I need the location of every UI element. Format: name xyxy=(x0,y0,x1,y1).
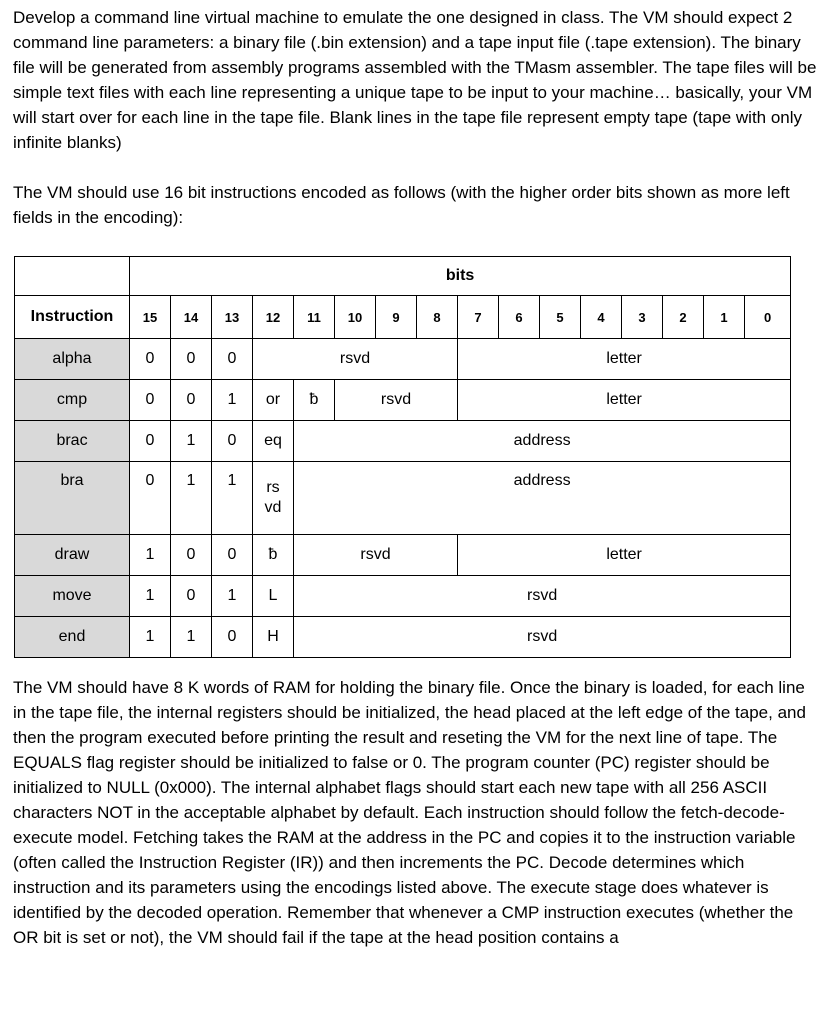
bit-number: 15 xyxy=(130,296,171,339)
bit-number: 11 xyxy=(294,296,335,339)
table-row xyxy=(15,296,791,339)
bit-value: 0 xyxy=(171,380,212,421)
rsvd-field: rsvd xyxy=(335,380,458,421)
vd-text: vd xyxy=(264,499,282,516)
bit-value: 0 xyxy=(130,339,171,380)
bit-number: 0 xyxy=(745,296,791,339)
bit-value: 0 xyxy=(212,617,253,658)
address-field: address xyxy=(294,462,791,535)
rs-text: rs xyxy=(266,479,280,496)
eq-field: eq xyxy=(253,421,294,462)
blank-field: ƀ xyxy=(294,380,335,421)
rsvd-field: rsvd xyxy=(253,339,458,380)
bit-value: 0 xyxy=(171,535,212,576)
bit-value: 1 xyxy=(212,462,253,535)
bit-number: 12 xyxy=(253,296,294,339)
bit-value: 1 xyxy=(212,380,253,421)
vm-description-paragraph: The VM should have 8 K words of RAM for holding the binary file. Once the binary is loaded, for each line in the tape file, the internal registers should be initialized, the head placed at the left edge of the tape, and then the program executed before printing the result and reseting the VM for the next line of tape. The EQUALS flag register should be initialized to false or 0. The program counter (PC) register should be initialized to NULL (0x000). The internal alphabet flags should start each new tape with all 256 ASCII characters NOT in the acceptable alphabet by default. Each instruction should follow the fetch-decode-execute model. Fetching takes the RAM at the address in the PC and copies it to the instruction variable (often called the Instruction Register (IR)) and then increments the PC. Decode determines which instruction and its parameters using the encodings listed above. The execute stage does whatever is identified by the decoded operation. Remember that whenever a CMP instruction executes (whether the OR bit is set or not), the VM should fail if the tape at the head position contains a xyxy=(13,678,806,947)
instruction-name: cmp xyxy=(15,380,130,421)
table-row-brac xyxy=(15,421,791,462)
instruction-header: Instruction xyxy=(15,296,130,339)
encoding-intro-paragraph: The VM should use 16 bit instructions encoded as follows (with the higher order bits shown as more left fields in the encoding): xyxy=(13,183,790,227)
table-cell xyxy=(15,257,130,296)
letter-field: letter xyxy=(458,535,791,576)
bit-value: 0 xyxy=(171,576,212,617)
bit-number: 9 xyxy=(376,296,417,339)
instruction-name: draw xyxy=(15,535,130,576)
l-field: L xyxy=(253,576,294,617)
letter-field: letter xyxy=(458,339,791,380)
blank-field: ƀ xyxy=(253,535,294,576)
bit-number: 8 xyxy=(417,296,458,339)
instruction-name: bra xyxy=(15,462,130,535)
bit-value: 0 xyxy=(130,380,171,421)
bit-number: 10 xyxy=(335,296,376,339)
bit-value: 0 xyxy=(212,421,253,462)
bit-number: 2 xyxy=(663,296,704,339)
or-field: or xyxy=(253,380,294,421)
intro-paragraph: Develop a command line virtual machine to emulate the one designed in class. The VM should expect 2 command line parameters: a binary file (.bin extension) and a tape input file (.tape extension). The binary file will be generated from assembly programs assembled with the TMasm assembler. The tape files will be simple text files with each line representing a unique tape to be input to your machine… basically, your VM will start over for each line in the tape file. Blank lines in the tape file represent empty tape (tape with only infinite blanks) xyxy=(13,8,817,152)
letter-field: letter xyxy=(458,380,791,421)
bit-value: 1 xyxy=(130,535,171,576)
instruction-encoding-table xyxy=(14,256,791,658)
bit-number: 1 xyxy=(704,296,745,339)
instruction-name: end xyxy=(15,617,130,658)
table-row-end xyxy=(15,617,791,658)
bit-value: 0 xyxy=(171,339,212,380)
h-field: H xyxy=(253,617,294,658)
bit-value: 1 xyxy=(171,421,212,462)
bit-value: 0 xyxy=(130,421,171,462)
rsvd-field: rsvd xyxy=(294,535,458,576)
bit-number: 5 xyxy=(540,296,581,339)
table-row xyxy=(15,257,791,296)
table-row-draw xyxy=(15,535,791,576)
bit-value: 0 xyxy=(212,339,253,380)
bit-value: 1 xyxy=(171,462,212,535)
bit-value: 1 xyxy=(130,576,171,617)
table-row-bra xyxy=(15,462,791,535)
bit-value: 1 xyxy=(212,576,253,617)
address-field: address xyxy=(294,421,791,462)
table-row-move xyxy=(15,576,791,617)
bit-number: 3 xyxy=(622,296,663,339)
instruction-name: brac xyxy=(15,421,130,462)
bits-header: bits xyxy=(130,257,791,296)
bit-number: 6 xyxy=(499,296,540,339)
rsvd-field xyxy=(253,462,294,535)
bit-number: 7 xyxy=(458,296,499,339)
bit-number: 13 xyxy=(212,296,253,339)
rsvd-field: rsvd xyxy=(294,617,791,658)
bit-value: 1 xyxy=(130,617,171,658)
bit-number: 4 xyxy=(581,296,622,339)
bit-value: 0 xyxy=(130,462,171,535)
bit-number: 14 xyxy=(171,296,212,339)
bit-value: 0 xyxy=(212,535,253,576)
rsvd-field: rsvd xyxy=(294,576,791,617)
instruction-name: move xyxy=(15,576,130,617)
table-row-alpha xyxy=(15,339,791,380)
bit-value: 1 xyxy=(171,617,212,658)
instruction-name: alpha xyxy=(15,339,130,380)
table-row-cmp xyxy=(15,380,791,421)
